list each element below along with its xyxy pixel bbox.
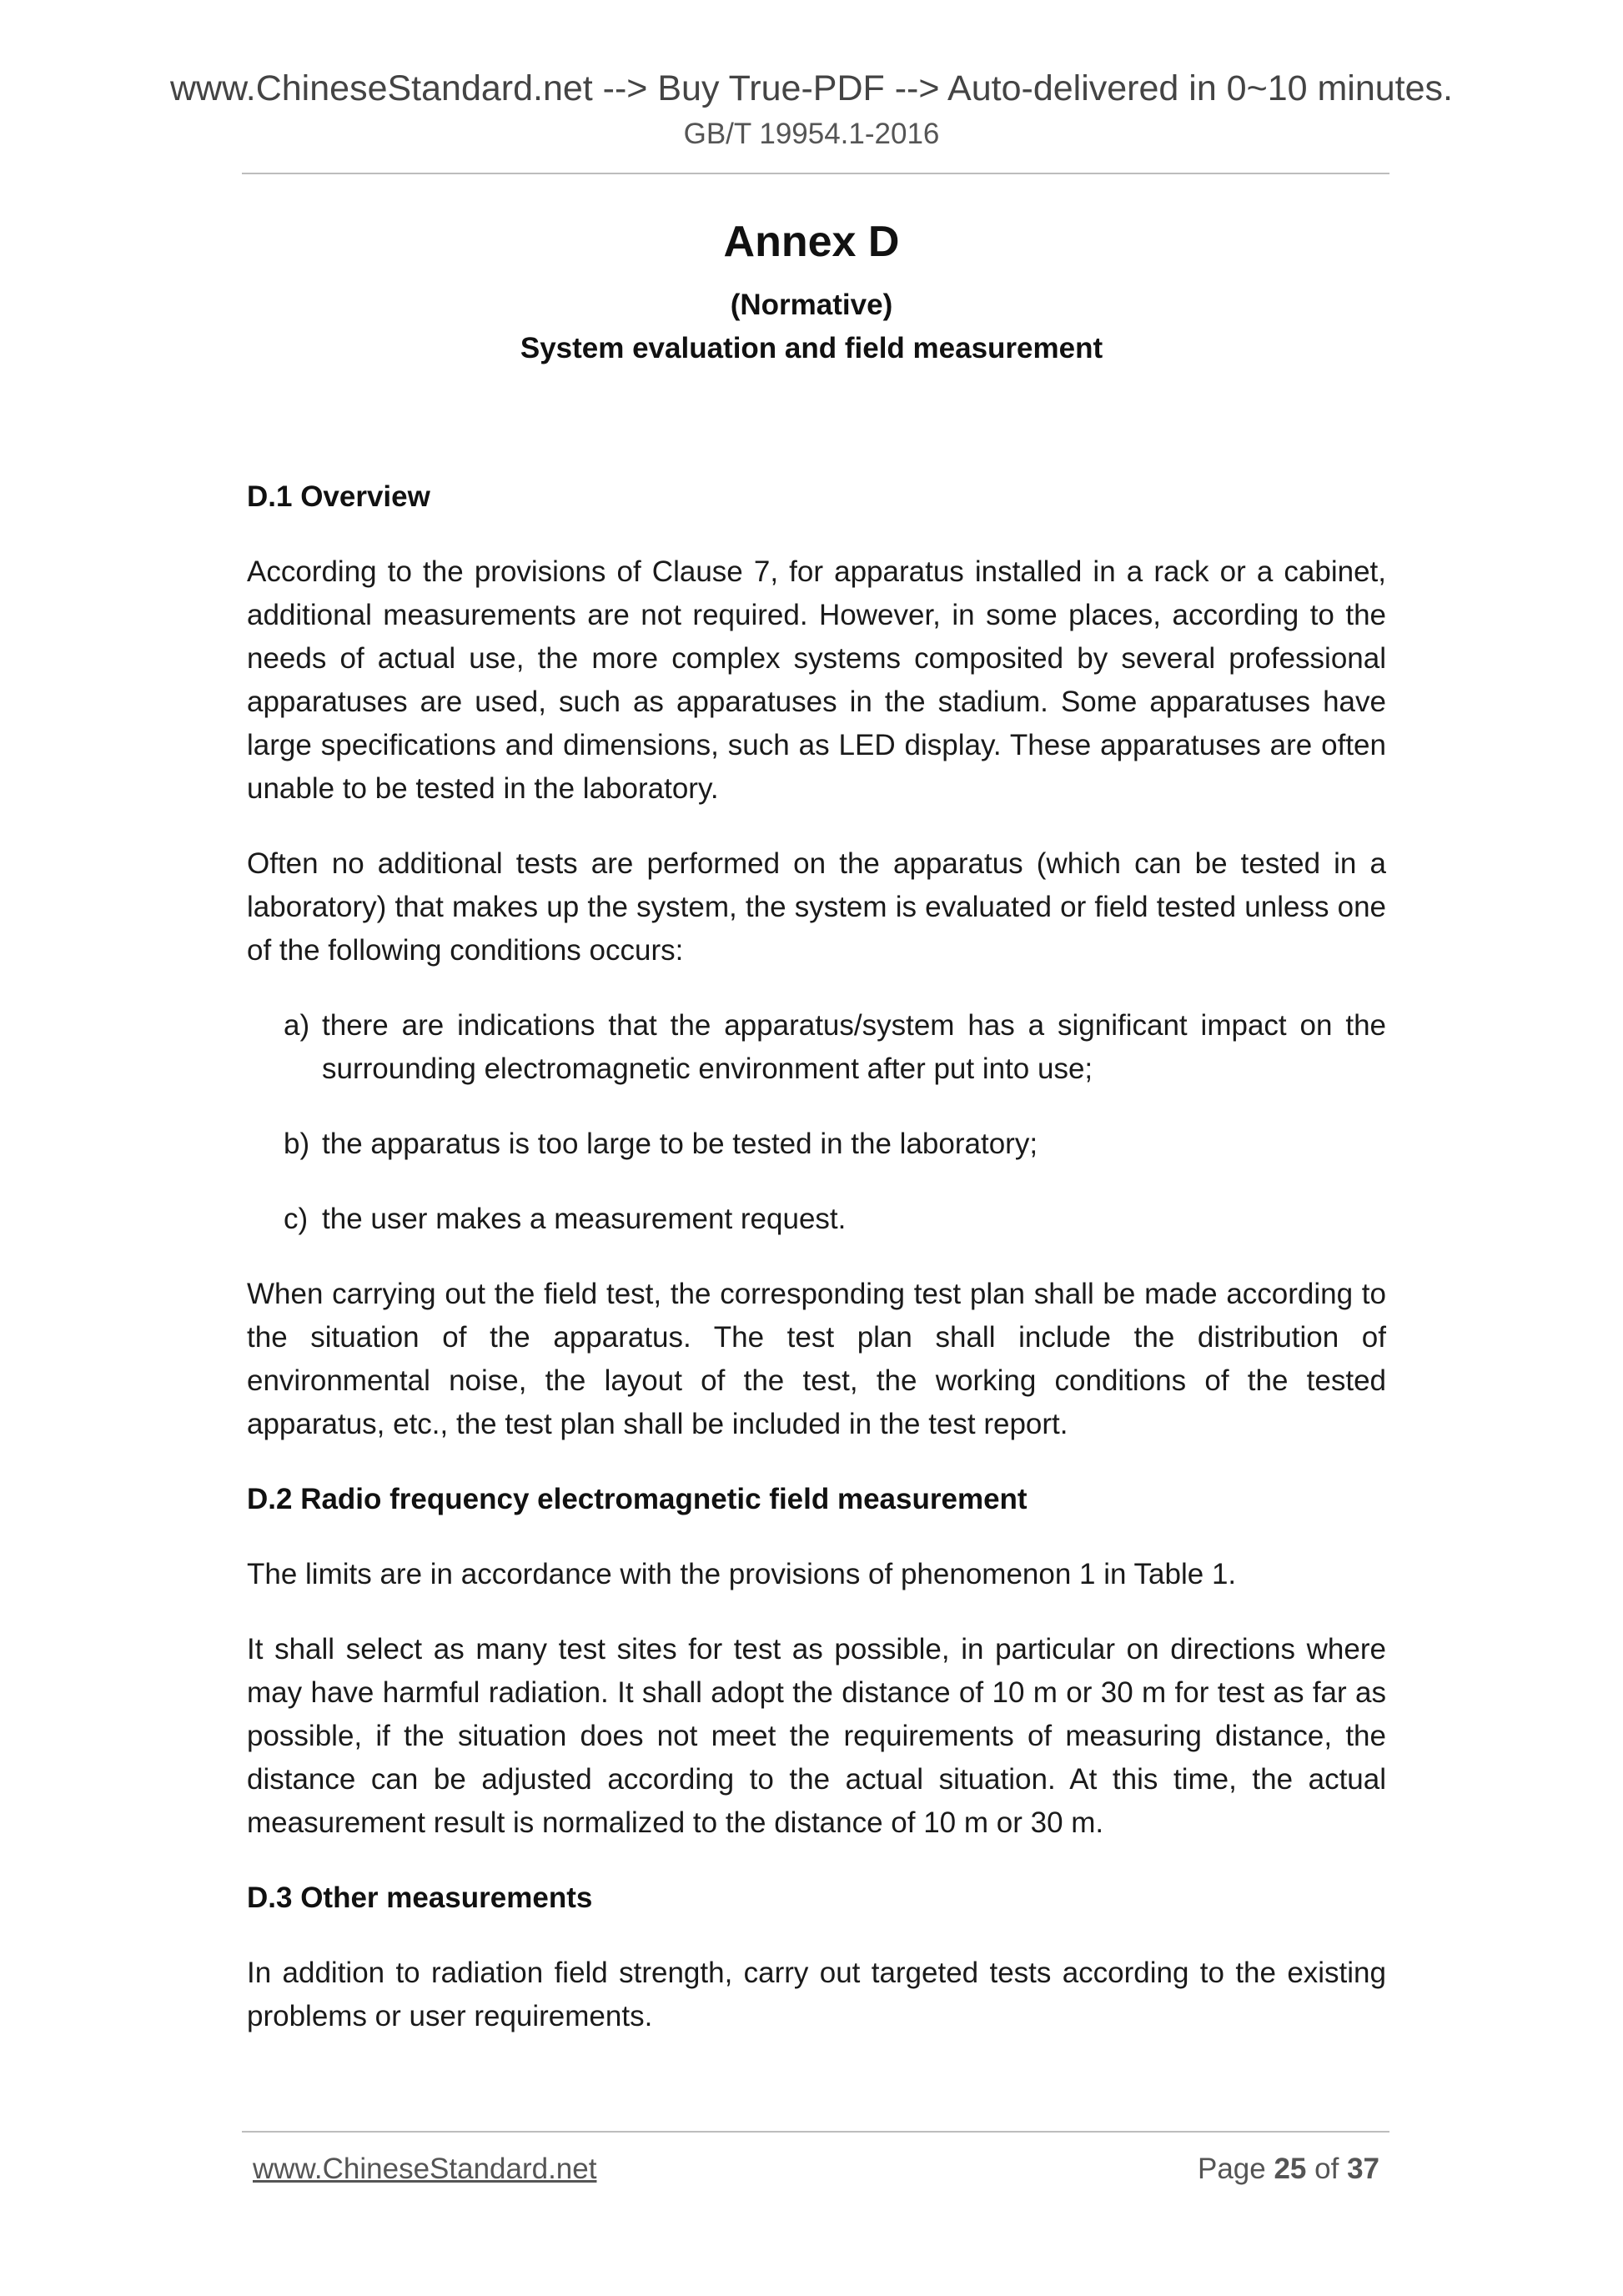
section-heading-d2: D.2 Radio frequency electromagnetic field measurement xyxy=(247,1483,1028,1515)
list-marker: a) xyxy=(284,1009,310,1042)
footer-website-link[interactable]: www.ChineseStandard.net xyxy=(253,2153,597,2185)
paragraph: The limits are in accordance with the provisions of phenomenon 1 in Table 1. xyxy=(247,1558,1237,1590)
header-divider xyxy=(242,173,1389,174)
header-banner: www.ChineseStandard.net --> Buy True-PDF --> Auto-delivered in 0~10 minutes. xyxy=(169,68,1453,108)
list-item xyxy=(284,1123,1386,1166)
paragraph: It shall select as many test sites for test as possible, in particular on directions where may have harmful radiation. It shall adopt the distance of 10 m or 30 m for test as far as possible, if the situation does not meet the requirements of measuring distance, the distance can be adjusted according to the actual situation. At this time, the actual measurement result is normalized to the distance of 10 m or 30 m. xyxy=(247,1633,1386,1839)
annex-title: Annex D xyxy=(723,218,900,266)
list-item-text: the apparatus is too large to be tested in the laboratory; xyxy=(322,1128,1038,1160)
list-item-text: there are indications that the apparatus/system has a significant impact on the surrounding electromagnetic environment after put into use; xyxy=(322,1009,1386,1085)
standard-code: GB/T 19954.1-2016 xyxy=(683,118,940,150)
page-total: 37 xyxy=(1347,2153,1379,2185)
paragraph: According to the provisions of Clause 7, for apparatus installed in a rack or a cabinet, additional measurements are not required. However, in some places, according to the needs of actual use, the more complex systems composited by several professional apparatuses are used, such as apparatuses in the stadium. Some apparatuses have large specifications and dimensions, such as LED display. These apparatuses are often unable to be tested in the laboratory. xyxy=(247,555,1386,805)
list-item xyxy=(284,1198,1386,1241)
list-item xyxy=(284,1004,1386,1091)
annex-subtitle: System evaluation and field measurement xyxy=(520,332,1103,364)
section-heading-d3: D.3 Other measurements xyxy=(247,1882,593,1914)
section-heading-d1: D.1 Overview xyxy=(247,480,430,513)
annex-type: (Normative) xyxy=(730,289,893,321)
page-current: 25 xyxy=(1274,2153,1307,2185)
document-body xyxy=(247,475,1386,2070)
paragraph: Often no additional tests are performed on the apparatus (which can be tested in a laboratory) that makes up the system, the system is evaluated or field tested unless one of the following conditions occurs: xyxy=(247,847,1386,967)
page-label: Page xyxy=(1197,2153,1266,2185)
page-indicator xyxy=(1198,2148,1379,2190)
list-marker: b) xyxy=(284,1128,310,1160)
footer-divider xyxy=(242,2131,1389,2133)
paragraph: In addition to radiation field strength, carry out targeted tests according to the existing problems or user requirements. xyxy=(247,1957,1386,2032)
list-item-text: the user makes a measurement request. xyxy=(322,1203,847,1235)
paragraph: When carrying out the field test, the corresponding test plan shall be made according to the situation of the apparatus. The test plan shall include the distribution of environmental noise, the layout of the test, the working conditions of the tested apparatus, etc., the test plan shall be included in the test report. xyxy=(247,1278,1386,1440)
page-of: of xyxy=(1314,2153,1339,2185)
list-marker: c) xyxy=(284,1203,309,1235)
